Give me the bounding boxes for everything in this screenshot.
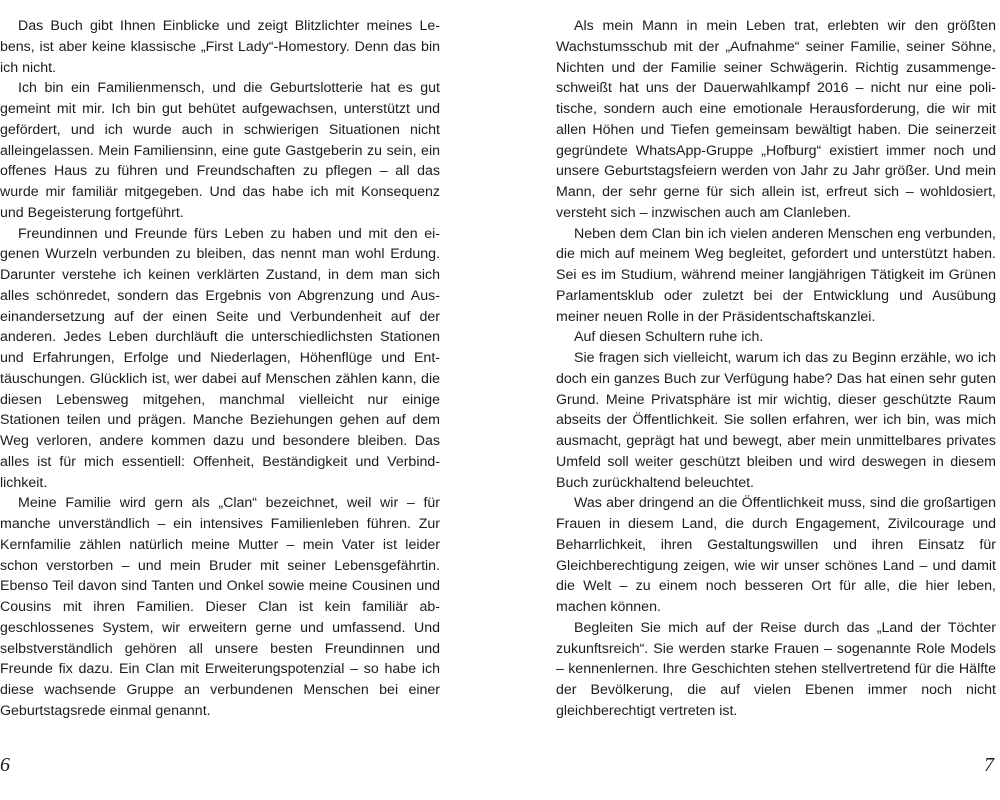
paragraph: Freundinnen und Freunde fürs Leben zu haben und mit den eigenen Wurzeln verbunden zu bleiben, das nennt man wohl Erdung. Darunter verstehe ich keinen verklärten Zustand, in dem man sich alles schönredet, sondern das Ergebnis von Abgrenzung und Auseinandersetzung auf der einen Seite und Verbundenheit auf der anderen. Jedes Leben durchläuft die unterschiedlichsten Stationen und Erfahrungen, Erfolge und Niederlagen, Höhenflüge und Enttäuschungen. Glücklich ist, wer dabei auf Menschen zählen kann, die diesen Lebensweg mitgehen, manchmal vielleicht nur einige Stationen teilen und prägen. Manche Beziehungen gehen auf dem Weg verloren, andere kommen dazu und besondere bleiben. Das alles ist für mich essentiell: Offenheit, Beständigkeit und Verbindlichkeit. xyxy=(0,225,440,491)
paragraph: Sie fragen sich vielleicht, warum ich das zu Beginn erzähle, wo ich doch ein ganzes Buch zur Verfügung habe? Das hat einen sehr guten Grund. Meine Privatsphäre ist mir wichtig, dieser geschützte Raum abseits der Öffentlichkeit. Sie sollen erfahren, wer ich bin, was mich ausmacht, geprägt hat und bewegt, aber mein unmittelbares privates Umfeld soll weiter geschützt bleiben und wird deswegen in diesem Buch zurückhaltend beleuchtet. xyxy=(556,350,996,491)
paragraph: Das Buch gibt Ihnen Einblicke und zeigt Blitzlichter meines Lebens, ist aber keine klassische „First Lady“-Homestory. Denn das bin ich nicht. xyxy=(0,18,440,76)
paragraph: Meine Familie wird gern als „Clan“ bezeichnet, weil wir – für manche unverständlich – ein intensives Familienleben führen. Zur Kernfamilie zählen natürlich meine Mutter – mein Vater ist leider schon verstorben – und mein Bruder mit seiner Lebensgefährtin. Ebenso Teil davon sind Tanten und Onkel sowie meine Cousinen und Cousins mit ihren Familien. Dieser Clan ist kein familiär abgeschlossenes System, wir erweitern gerne und umfassend. Und selbstverständlich gehören all unsere besten Freundinnen und Freunde fix dazu. Ein Clan mit Erweiterungspotenzial – so habe ich diese wachsende Gruppe an verbundenen Menschen bei einer Geburtstagsrede einmal genannt. xyxy=(0,495,440,719)
page-number-right: 7 xyxy=(984,754,994,776)
paragraph: Begleiten Sie mich auf der Reise durch das „Land der Töchter zukunftsreich“. Sie werden starke Frauen – sogenannte Role Models – kennenlernen. Ihre Geschichten stehen stellvertretend für die Hälfte der Bevölkerung, die auf vielen Ebenen immer noch nicht gleichberechtigt vertreten ist. xyxy=(556,619,996,719)
paragraph: Was aber dringend an die Öffentlichkeit muss, sind die großartigen Frauen in diesem Land, die durch Engagement, Zivilcourage und Beharrlichkeit, ihren Gestaltungswillen und ihren Einsatz für Gleichberechtigung zeigen, wie wir unser schönes Land – und damit die Welt – zu einem noch besseren Ort für alle, die hier leben, machen können. xyxy=(556,495,996,615)
paragraph: Neben dem Clan bin ich vielen anderen Menschen eng verbunden, die mich auf meinem Weg begleitet, gefordert und unterstützt haben. Sei es im Studium, während meiner langjährigen Tätigkeit im Grünen Parlamentsklub oder zuletzt bei der Entwicklung und Ausübung meiner neuen Rolle in der Präsidentschaftskanzlei. xyxy=(556,225,996,325)
page-number-left: 6 xyxy=(0,754,10,776)
paragraph: Auf diesen Schultern ruhe ich. xyxy=(574,329,764,346)
paragraph: Ich bin ein Familienmensch, und die Geburtslotterie hat es gut gemeint mit mir. Ich bin gut behütet aufgewachsen, unterstützt und gefördert, und ich wurde auch in schwierigen Situationen nicht alleingelassen. Mein Familiensinn, eine gute Gastgeberin zu sein, ein offenes Haus zu führen und Freundschaften zu pflegen – all das wurde mir familiär mitgegeben. Und das habe ich mit Konsequenz und Begeisterung fortgeführt. xyxy=(0,80,440,221)
left-page xyxy=(0,16,440,722)
paragraph: Als mein Mann in mein Leben trat, erlebten wir den größten Wachstumsschub mit der „Aufnahme“ seiner Familie, seiner Söhne, Nichten und der Familie seiner Schwägerin. Richtig zusammengeschweißt hat uns der Dauerwahlkampf 2016 – nicht nur eine politische, sondern auch eine emotionale Herausforderung, die wir mit allen Höhen und Tiefen gemeinsam bewältigt haben. Die seinerzeit gegründete WhatsApp-Gruppe „Hofburg“ existiert immer noch und unsere Geburtstagsfeiern werden von Jahr zu Jahr größer. Und mein Mann, der sehr gerne für sich allein ist, erfreut sich – wohldosiert, versteht sich – inzwischen auch am Clanleben. xyxy=(556,18,996,221)
right-page xyxy=(556,16,996,722)
